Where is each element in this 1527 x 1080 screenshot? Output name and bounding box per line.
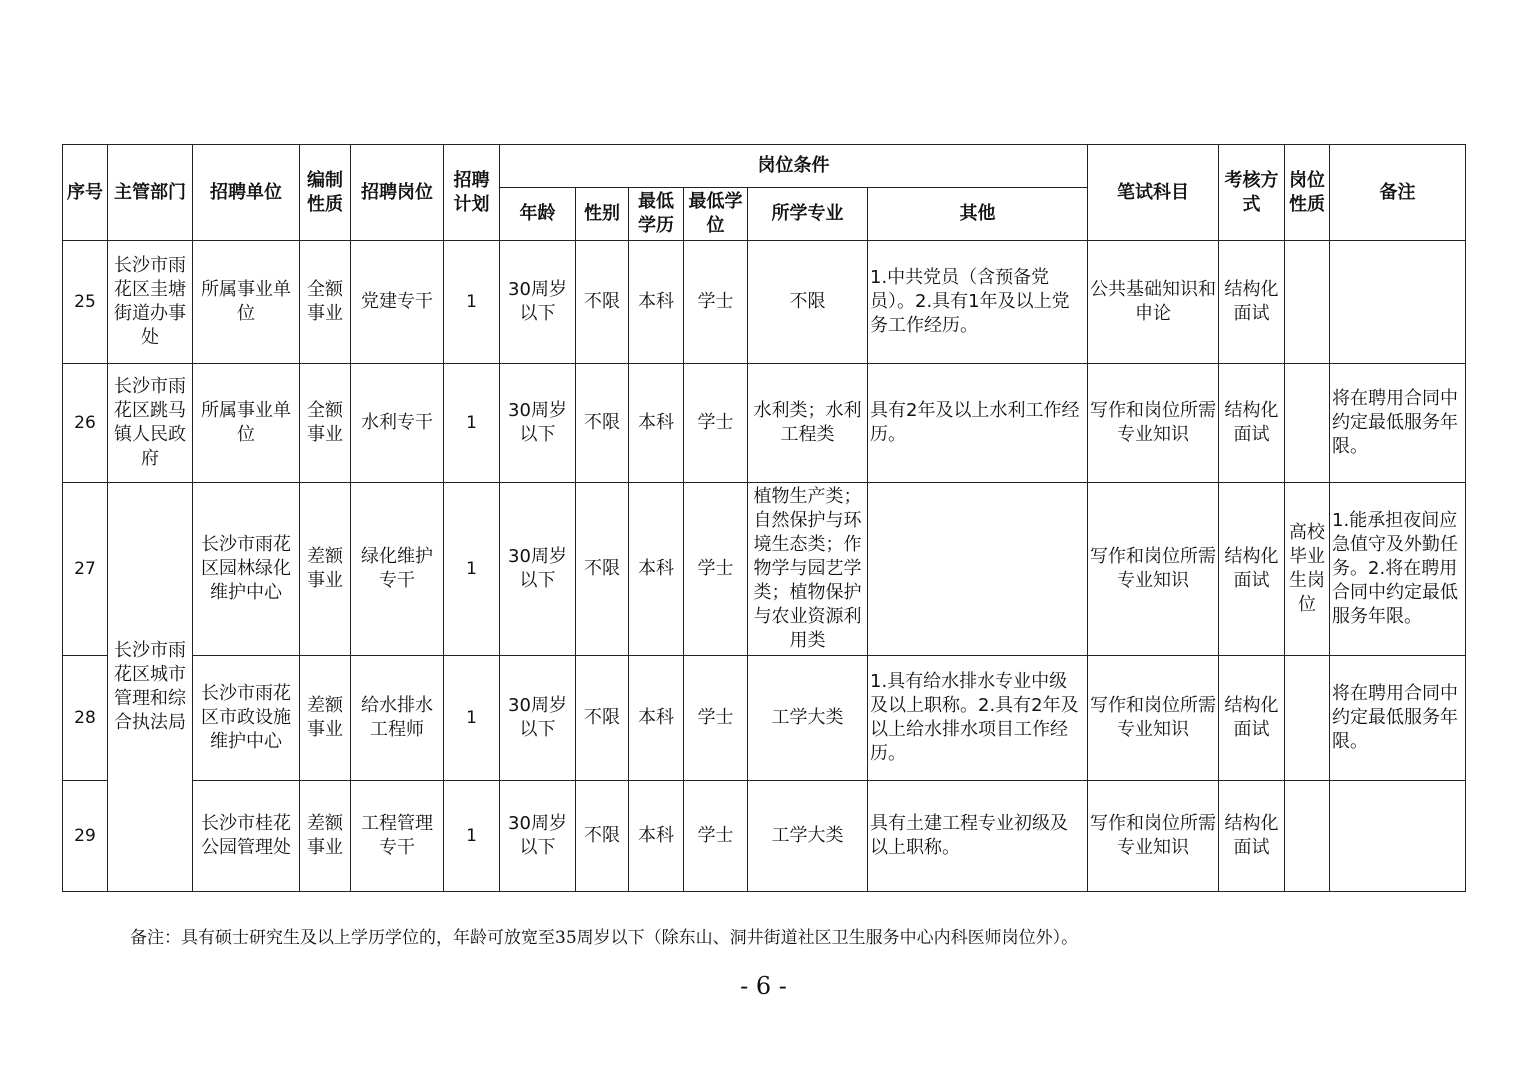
cell-post-nature [1285, 781, 1330, 892]
cell-age: 30周岁以下 [500, 364, 576, 483]
cell-staff-type: 差额事业 [300, 656, 351, 781]
cell-seq: 25 [63, 241, 108, 364]
cell-post-nature: 高校毕业生岗位 [1285, 483, 1330, 656]
cell-major: 不限 [748, 241, 868, 364]
cell-unit: 所属事业单位 [193, 364, 300, 483]
cell-other: 1.具有给水排水专业中级及以上职称。2.具有2年及以上给水排水项目工作经历。 [868, 656, 1088, 781]
cell-post-nature [1285, 241, 1330, 364]
cell-age: 30周岁以下 [500, 781, 576, 892]
cell-other: 具有2年及以上水利工作经历。 [868, 364, 1088, 483]
cell-remark [1330, 241, 1466, 364]
footnote: 备注：具有硕士研究生及以上学历学位的，年龄可放宽至35周岁以下（除东山、洞井街道社区卫生服务中心内科医师岗位外）。 [130, 928, 1079, 948]
cell-seq: 27 [63, 483, 108, 656]
cell-age: 30周岁以下 [500, 656, 576, 781]
cell-exam: 写作和岗位所需专业知识 [1088, 364, 1219, 483]
cell-staff-type: 差额事业 [300, 483, 351, 656]
cell-degree: 学士 [684, 241, 748, 364]
table-row [63, 483, 1466, 656]
cell-edu: 本科 [629, 364, 684, 483]
cell-plan: 1 [444, 241, 500, 364]
cell-post-nature [1285, 656, 1330, 781]
header-age: 年龄 [500, 188, 576, 241]
cell-edu: 本科 [629, 241, 684, 364]
cell-exam: 公共基础知识和申论 [1088, 241, 1219, 364]
cell-remark: 1.能承担夜间应急值守及外勤任务。2.将在聘用合同中约定最低服务年限。 [1330, 483, 1466, 656]
cell-assess: 结构化面试 [1219, 483, 1285, 656]
cell-major: 工学大类 [748, 781, 868, 892]
cell-assess: 结构化面试 [1219, 781, 1285, 892]
cell-post: 绿化维护专干 [351, 483, 444, 656]
header-conditions: 岗位条件 [500, 145, 1088, 188]
cell-other [868, 483, 1088, 656]
cell-plan: 1 [444, 656, 500, 781]
cell-unit: 长沙市桂花公园管理处 [193, 781, 300, 892]
table-row [63, 781, 1466, 892]
cell-staff-type: 全额事业 [300, 364, 351, 483]
cell-major: 工学大类 [748, 656, 868, 781]
header-major: 所学专业 [748, 188, 868, 241]
header-seq: 序号 [63, 145, 108, 241]
cell-remark: 将在聘用合同中约定最低服务年限。 [1330, 364, 1466, 483]
cell-plan: 1 [444, 483, 500, 656]
header-assess: 考核方式 [1219, 145, 1285, 241]
cell-edu: 本科 [629, 781, 684, 892]
cell-post: 给水排水工程师 [351, 656, 444, 781]
cell-edu: 本科 [629, 656, 684, 781]
recruitment-table [62, 144, 1466, 892]
cell-gender: 不限 [576, 364, 629, 483]
header-unit: 招聘单位 [193, 145, 300, 241]
cell-degree: 学士 [684, 364, 748, 483]
cell-plan: 1 [444, 781, 500, 892]
table-row [63, 364, 1466, 483]
header-dept: 主管部门 [108, 145, 193, 241]
cell-assess: 结构化面试 [1219, 241, 1285, 364]
header-exam: 笔试科目 [1088, 145, 1219, 241]
header-plan: 招聘计划 [444, 145, 500, 241]
cell-degree: 学士 [684, 781, 748, 892]
cell-remark [1330, 781, 1466, 892]
cell-post: 水利专干 [351, 364, 444, 483]
cell-degree: 学士 [684, 483, 748, 656]
header-remark: 备注 [1330, 145, 1466, 241]
cell-major: 水利类；水利工程类 [748, 364, 868, 483]
cell-post: 党建专干 [351, 241, 444, 364]
cell-assess: 结构化面试 [1219, 656, 1285, 781]
header-other: 其他 [868, 188, 1088, 241]
cell-unit: 长沙市雨花区市政设施维护中心 [193, 656, 300, 781]
cell-seq: 26 [63, 364, 108, 483]
cell-age: 30周岁以下 [500, 483, 576, 656]
page-number: - 6 - [740, 972, 787, 1000]
cell-remark: 将在聘用合同中约定最低服务年限。 [1330, 656, 1466, 781]
cell-age: 30周岁以下 [500, 241, 576, 364]
cell-staff-type: 全额事业 [300, 241, 351, 364]
cell-gender: 不限 [576, 241, 629, 364]
cell-post-nature [1285, 364, 1330, 483]
cell-staff-type: 差额事业 [300, 781, 351, 892]
header-staff-type: 编制性质 [300, 145, 351, 241]
cell-other: 1.中共党员（含预备党员）。2.具有1年及以上党务工作经历。 [868, 241, 1088, 364]
cell-dept: 长沙市雨花区圭塘街道办事处 [108, 241, 193, 364]
header-gender: 性别 [576, 188, 629, 241]
cell-seq: 28 [63, 656, 108, 781]
header-post-nature: 岗位性质 [1285, 145, 1330, 241]
cell-plan: 1 [444, 364, 500, 483]
cell-exam: 写作和岗位所需专业知识 [1088, 781, 1219, 892]
cell-degree: 学士 [684, 656, 748, 781]
cell-unit: 长沙市雨花区园林绿化维护中心 [193, 483, 300, 656]
cell-dept: 长沙市雨花区城市管理和综合执法局 [108, 483, 193, 892]
header-post: 招聘岗位 [351, 145, 444, 241]
cell-exam: 写作和岗位所需专业知识 [1088, 656, 1219, 781]
cell-dept: 长沙市雨花区跳马镇人民政府 [108, 364, 193, 483]
cell-assess: 结构化面试 [1219, 364, 1285, 483]
cell-gender: 不限 [576, 781, 629, 892]
cell-post: 工程管理专干 [351, 781, 444, 892]
header-degree: 最低学位 [684, 188, 748, 241]
cell-exam: 写作和岗位所需专业知识 [1088, 483, 1219, 656]
table-row [63, 656, 1466, 781]
cell-major: 植物生产类；自然保护与环境生态类；作物学与园艺学类；植物保护与农业资源利用类 [748, 483, 868, 656]
cell-unit: 所属事业单位 [193, 241, 300, 364]
cell-gender: 不限 [576, 483, 629, 656]
table-row [63, 241, 1466, 364]
cell-edu: 本科 [629, 483, 684, 656]
cell-gender: 不限 [576, 656, 629, 781]
cell-seq: 29 [63, 781, 108, 892]
cell-other: 具有土建工程专业初级及以上职称。 [868, 781, 1088, 892]
header-edu: 最低学历 [629, 188, 684, 241]
